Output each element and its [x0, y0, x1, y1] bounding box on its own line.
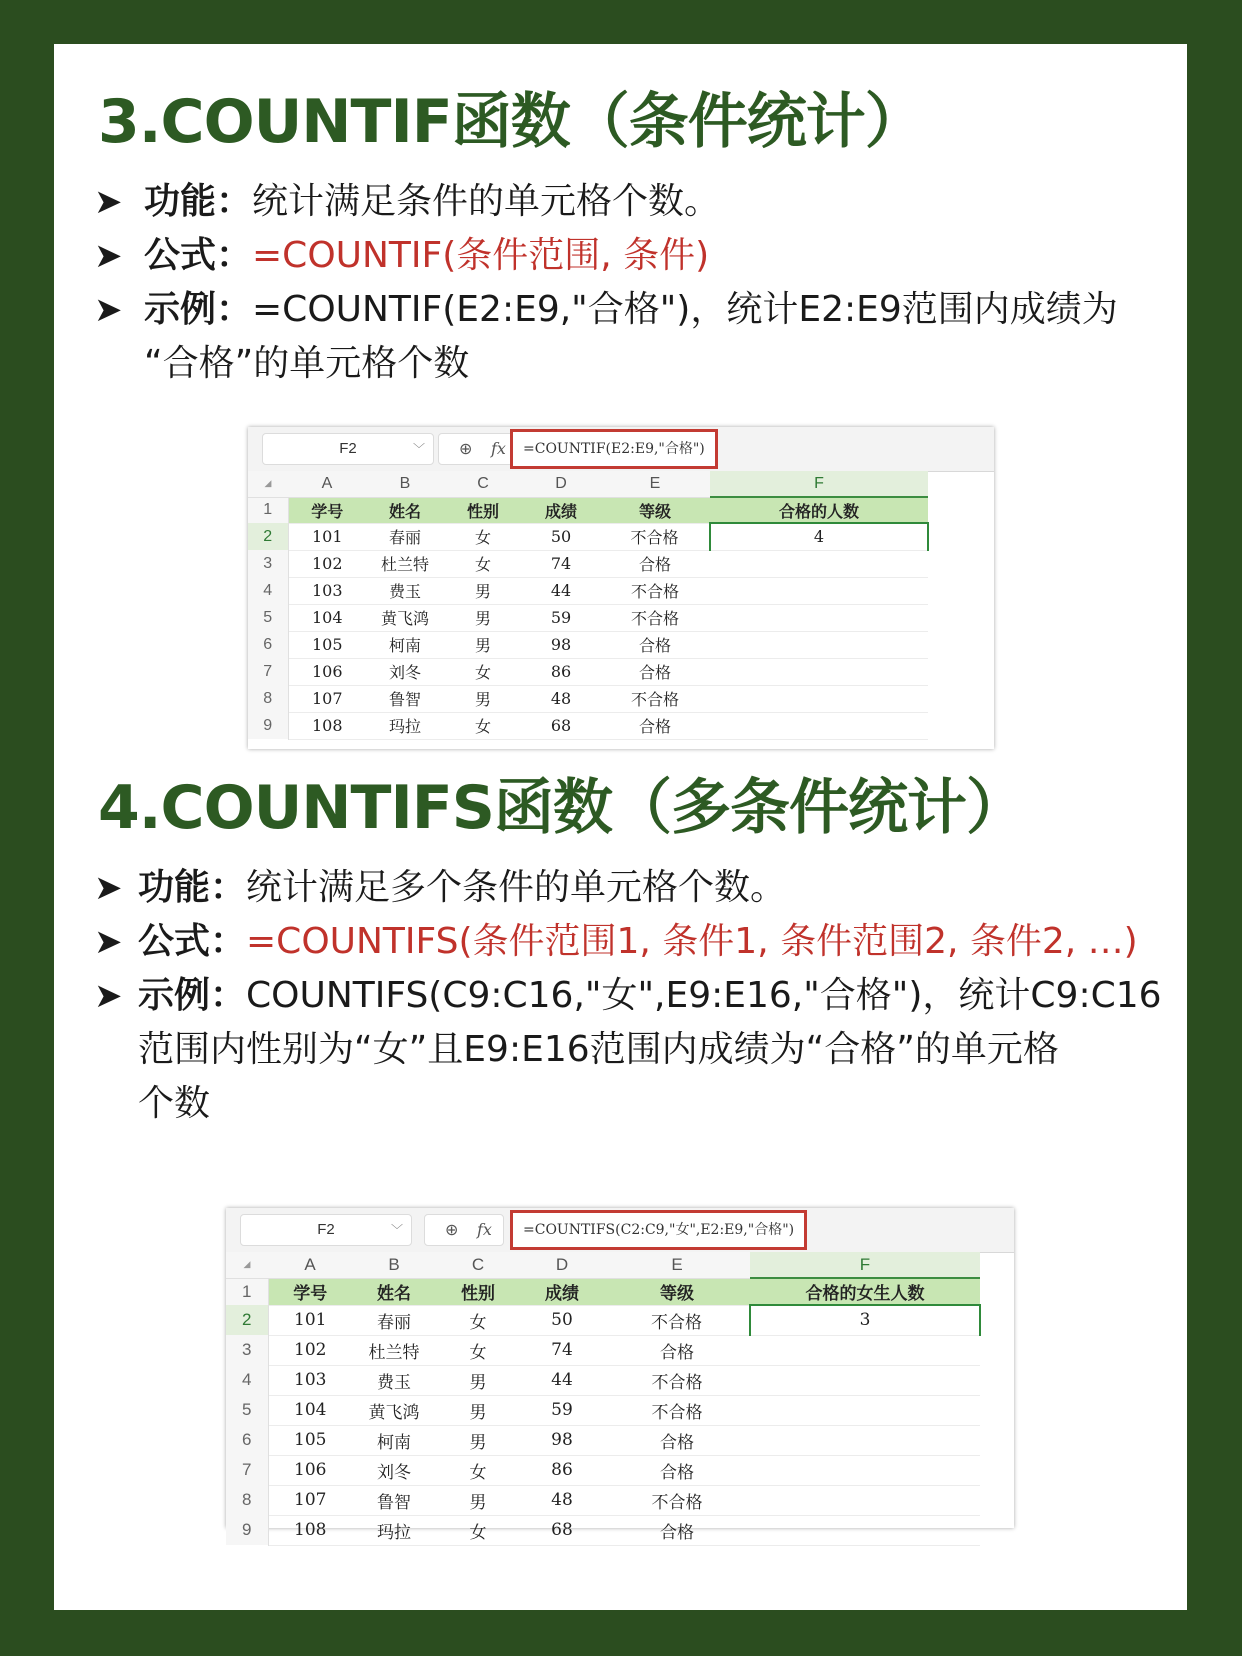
name-box[interactable]: F2 ﹀	[262, 433, 434, 465]
cell[interactable]	[710, 658, 928, 685]
example-text-line2: 范围内性别为“女”且E9:E16范围内成绩为“合格”的单元格	[138, 1029, 1059, 1070]
row-number[interactable]: 9	[226, 1515, 268, 1545]
row-number[interactable]: 2	[226, 1305, 268, 1335]
cell[interactable]: 48	[522, 685, 600, 712]
cell[interactable]: 杜兰特	[366, 550, 444, 577]
table-row	[248, 685, 928, 712]
column-header-f[interactable]: F	[750, 1252, 980, 1278]
cell[interactable]: 玛拉	[366, 712, 444, 739]
cell[interactable]: 108	[268, 1515, 352, 1545]
cell[interactable]: 性别	[436, 1278, 520, 1305]
fx-icon[interactable]: fx	[491, 439, 506, 458]
cell[interactable]: 合格	[604, 1515, 750, 1545]
cell[interactable]: 姓名	[366, 497, 444, 523]
cell[interactable]	[710, 550, 928, 577]
row-number[interactable]: 5	[248, 604, 288, 631]
cell[interactable]: 74	[522, 550, 600, 577]
cell[interactable]: 合格的人数	[710, 497, 928, 523]
example-text-line3: 个数	[138, 1083, 211, 1124]
cell[interactable]: 50	[520, 1305, 604, 1335]
fx-icon[interactable]: fx	[477, 1220, 492, 1239]
row-number[interactable]: 1	[248, 497, 288, 523]
cell[interactable]: 费玉	[366, 577, 444, 604]
row-number[interactable]: 3	[248, 550, 288, 577]
cell[interactable]: 女	[436, 1305, 520, 1335]
cell[interactable]: 105	[288, 631, 366, 658]
table-row	[226, 1515, 980, 1545]
cell[interactable]	[750, 1395, 980, 1425]
row-number[interactable]: 2	[248, 523, 288, 550]
formula-tools	[424, 1214, 504, 1246]
column-header-d[interactable]: D	[520, 1252, 604, 1278]
cell[interactable]: 不合格	[600, 685, 710, 712]
table-row	[248, 658, 928, 685]
cell[interactable]: 成绩	[520, 1278, 604, 1305]
feature-key: 功能：	[138, 867, 247, 908]
cell[interactable]: 玛拉	[352, 1515, 436, 1545]
column-header-e[interactable]: E	[600, 471, 710, 497]
cell[interactable]: 女	[436, 1515, 520, 1545]
cell[interactable]: 50	[522, 523, 600, 550]
cell[interactable]: 106	[268, 1455, 352, 1485]
example-text-line1: COUNTIFS(C9:C16,"女",E9:E16,"合格")，统计C9:C16	[246, 975, 1162, 1016]
cell[interactable]: 合格	[600, 712, 710, 739]
chevron-down-icon: ﹀	[412, 442, 425, 456]
cell[interactable]: 男	[436, 1485, 520, 1515]
cell[interactable]: 女	[444, 550, 522, 577]
cell[interactable]: 合格	[600, 658, 710, 685]
table-row	[226, 1395, 980, 1425]
table-row	[226, 1365, 980, 1395]
table-row	[226, 1425, 980, 1455]
cell[interactable]	[750, 1455, 980, 1485]
formula-input[interactable]: =COUNTIFS(C2:C9,"女",E2:E9,"合格")	[510, 1210, 807, 1250]
cell[interactable]: 98	[520, 1425, 604, 1455]
cell[interactable]: 女	[444, 712, 522, 739]
table-row	[226, 1485, 980, 1515]
row-number[interactable]: 7	[226, 1455, 268, 1485]
spreadsheet-countifs	[226, 1208, 1014, 1543]
cell[interactable]	[750, 1515, 980, 1545]
formula-bar	[248, 427, 994, 472]
formula-text: =COUNTIFS(条件范围1, 条件1, 条件范围2, 条件2, …)	[246, 921, 1138, 962]
column-header-f[interactable]: F	[710, 471, 928, 497]
column-header-a[interactable]: A	[268, 1252, 352, 1278]
cell[interactable]: 44	[520, 1365, 604, 1395]
row-number[interactable]: 6	[248, 631, 288, 658]
cell[interactable]: 59	[522, 604, 600, 631]
cell[interactable]: 不合格	[604, 1485, 750, 1515]
table-row	[248, 523, 928, 550]
column-header-c[interactable]: C	[444, 471, 522, 497]
cell[interactable]: 性别	[444, 497, 522, 523]
cell[interactable]	[710, 685, 928, 712]
cell[interactable]: 103	[268, 1365, 352, 1395]
cell[interactable]: 姓名	[352, 1278, 436, 1305]
cell[interactable]: 鲁智	[352, 1485, 436, 1515]
cell[interactable]: 68	[522, 712, 600, 739]
cell[interactable]: 男	[444, 685, 522, 712]
example-text-line1: =COUNTIF(E2:E9,"合格")，统计E2:E9范围内成绩为	[252, 289, 1118, 330]
column-header-d[interactable]: D	[522, 471, 600, 497]
cell[interactable]: 59	[520, 1395, 604, 1425]
cell[interactable]	[710, 577, 928, 604]
cell[interactable]: 男	[436, 1365, 520, 1395]
arrow-icon: ➤	[94, 868, 123, 908]
cell[interactable]: 不合格	[604, 1365, 750, 1395]
cell[interactable]: 102	[288, 550, 366, 577]
sheet-grid	[248, 471, 929, 740]
cell[interactable]: 44	[522, 577, 600, 604]
example-key: 示例：	[144, 289, 253, 330]
cell[interactable]: 102	[268, 1335, 352, 1365]
row-number[interactable]: 4	[226, 1365, 268, 1395]
column-header-b[interactable]: B	[352, 1252, 436, 1278]
sheet-grid	[226, 1252, 981, 1546]
column-header-e[interactable]: E	[604, 1252, 750, 1278]
row-number[interactable]: 5	[226, 1395, 268, 1425]
cell[interactable]	[710, 631, 928, 658]
example-key: 示例：	[138, 975, 247, 1016]
table-row	[248, 604, 928, 631]
cell[interactable]: 不合格	[600, 577, 710, 604]
cell[interactable]: 不合格	[604, 1305, 750, 1335]
column-header-b[interactable]: B	[366, 471, 444, 497]
table-row	[248, 712, 928, 739]
cell[interactable]: 男	[436, 1395, 520, 1425]
cell[interactable]: 不合格	[600, 604, 710, 631]
cell[interactable]: 杜兰特	[352, 1335, 436, 1365]
cell[interactable]	[750, 1335, 980, 1365]
feature-text: 统计满足条件的单元格个数。	[252, 181, 721, 222]
cell[interactable]: 86	[522, 658, 600, 685]
column-header-a[interactable]: A	[288, 471, 366, 497]
row-number[interactable]: 9	[248, 712, 288, 739]
arrow-icon: ➤	[94, 976, 123, 1016]
arrow-icon: ➤	[94, 182, 123, 222]
arrow-icon: ➤	[94, 236, 123, 276]
corner-cell[interactable]: ◢	[226, 1252, 268, 1278]
header-row	[226, 1278, 980, 1305]
cell[interactable]	[750, 1425, 980, 1455]
cell[interactable]: 等级	[604, 1278, 750, 1305]
cell[interactable]: 女	[444, 523, 522, 550]
table-row	[248, 577, 928, 604]
row-number[interactable]: 8	[226, 1485, 268, 1515]
cell[interactable]: 104	[288, 604, 366, 631]
cell[interactable]: 鲁智	[366, 685, 444, 712]
row-number[interactable]: 4	[248, 577, 288, 604]
cell[interactable]: 98	[522, 631, 600, 658]
example-text-line2: “合格”的单元格个数	[144, 343, 470, 384]
table-row	[226, 1335, 980, 1365]
table-row	[226, 1455, 980, 1485]
cell[interactable]: 柯南	[352, 1425, 436, 1455]
cell[interactable]: 女	[444, 658, 522, 685]
header-row	[248, 497, 928, 523]
arrow-icon: ➤	[94, 922, 123, 962]
row-number[interactable]: 6	[226, 1425, 268, 1455]
row-number[interactable]: 3	[226, 1335, 268, 1365]
cell[interactable]: 男	[444, 604, 522, 631]
cell[interactable]: 女	[436, 1335, 520, 1365]
zoom-icon[interactable]: ⊕	[445, 1220, 459, 1239]
cell[interactable]: 48	[520, 1485, 604, 1515]
cell[interactable]: 春丽	[366, 523, 444, 550]
spreadsheet-countif	[248, 427, 994, 749]
cell[interactable]: 春丽	[352, 1305, 436, 1335]
cell[interactable]: 不合格	[600, 523, 710, 550]
cell[interactable]: 合格	[604, 1425, 750, 1455]
active-cell[interactable]: 4	[710, 523, 928, 550]
cell[interactable]: 刘冬	[366, 658, 444, 685]
cell[interactable]: 合格	[600, 631, 710, 658]
row-number[interactable]: 8	[248, 685, 288, 712]
cell[interactable]: 女	[436, 1455, 520, 1485]
name-box[interactable]: F2 ﹀	[240, 1214, 412, 1246]
section-title-countif: 3.COUNTIF函数（条件统计）	[98, 87, 924, 157]
cell[interactable]	[750, 1485, 980, 1515]
cell[interactable]: 合格	[604, 1455, 750, 1485]
formula-key: 公式：	[138, 921, 247, 962]
cell[interactable]: 学号	[288, 497, 366, 523]
cell[interactable]	[710, 604, 928, 631]
cell[interactable]: 106	[288, 658, 366, 685]
section-title-countifs: 4.COUNTIFS函数（多条件统计）	[98, 773, 1025, 843]
formula-tools	[438, 433, 518, 465]
cell[interactable]: 68	[520, 1515, 604, 1545]
arrow-icon: ➤	[94, 290, 123, 330]
cell[interactable]: 合格	[604, 1335, 750, 1365]
cell[interactable]: 费玉	[352, 1365, 436, 1395]
formula-text: =COUNTIF(条件范围, 条件)	[252, 235, 710, 276]
row-number[interactable]: 7	[248, 658, 288, 685]
table-row	[248, 631, 928, 658]
cell[interactable]: 男	[436, 1425, 520, 1455]
cell[interactable]: 成绩	[522, 497, 600, 523]
cell[interactable]: 合格	[600, 550, 710, 577]
table-row	[226, 1305, 980, 1335]
cell[interactable]: 107	[268, 1485, 352, 1515]
formula-bar	[226, 1208, 1014, 1253]
cell[interactable]: 103	[288, 577, 366, 604]
table-row	[248, 550, 928, 577]
active-cell[interactable]: 3	[750, 1305, 980, 1335]
cell[interactable]: 不合格	[604, 1395, 750, 1425]
feature-text: 统计满足多个条件的单元格个数。	[246, 867, 787, 908]
cell[interactable]: 105	[268, 1425, 352, 1455]
cell[interactable]: 刘冬	[352, 1455, 436, 1485]
formula-key: 公式：	[144, 235, 253, 276]
chevron-down-icon: ﹀	[390, 1223, 403, 1237]
cell[interactable]: 等级	[600, 497, 710, 523]
cell[interactable]: 黄飞鸿	[366, 604, 444, 631]
cell[interactable]: 101	[288, 523, 366, 550]
content-card	[54, 44, 1187, 1610]
cell[interactable]: 黄飞鸿	[352, 1395, 436, 1425]
cell[interactable]: 107	[288, 685, 366, 712]
cell[interactable]	[750, 1365, 980, 1395]
row-number[interactable]: 1	[226, 1278, 268, 1305]
cell[interactable]: 合格的女生人数	[750, 1278, 980, 1305]
cell[interactable]: 学号	[268, 1278, 352, 1305]
cell[interactable]: 101	[268, 1305, 352, 1335]
feature-key: 功能：	[144, 181, 253, 222]
column-header-c[interactable]: C	[436, 1252, 520, 1278]
cell[interactable]: 86	[520, 1455, 604, 1485]
cell[interactable]: 104	[268, 1395, 352, 1425]
cell[interactable]: 74	[520, 1335, 604, 1365]
cell[interactable]: 男	[444, 577, 522, 604]
corner-cell[interactable]: ◢	[248, 471, 288, 497]
cell[interactable]: 柯南	[366, 631, 444, 658]
cell[interactable]	[710, 712, 928, 739]
cell[interactable]: 男	[444, 631, 522, 658]
formula-input[interactable]: =COUNTIF(E2:E9,"合格")	[510, 429, 718, 469]
zoom-icon[interactable]: ⊕	[459, 439, 473, 458]
cell[interactable]: 108	[288, 712, 366, 739]
